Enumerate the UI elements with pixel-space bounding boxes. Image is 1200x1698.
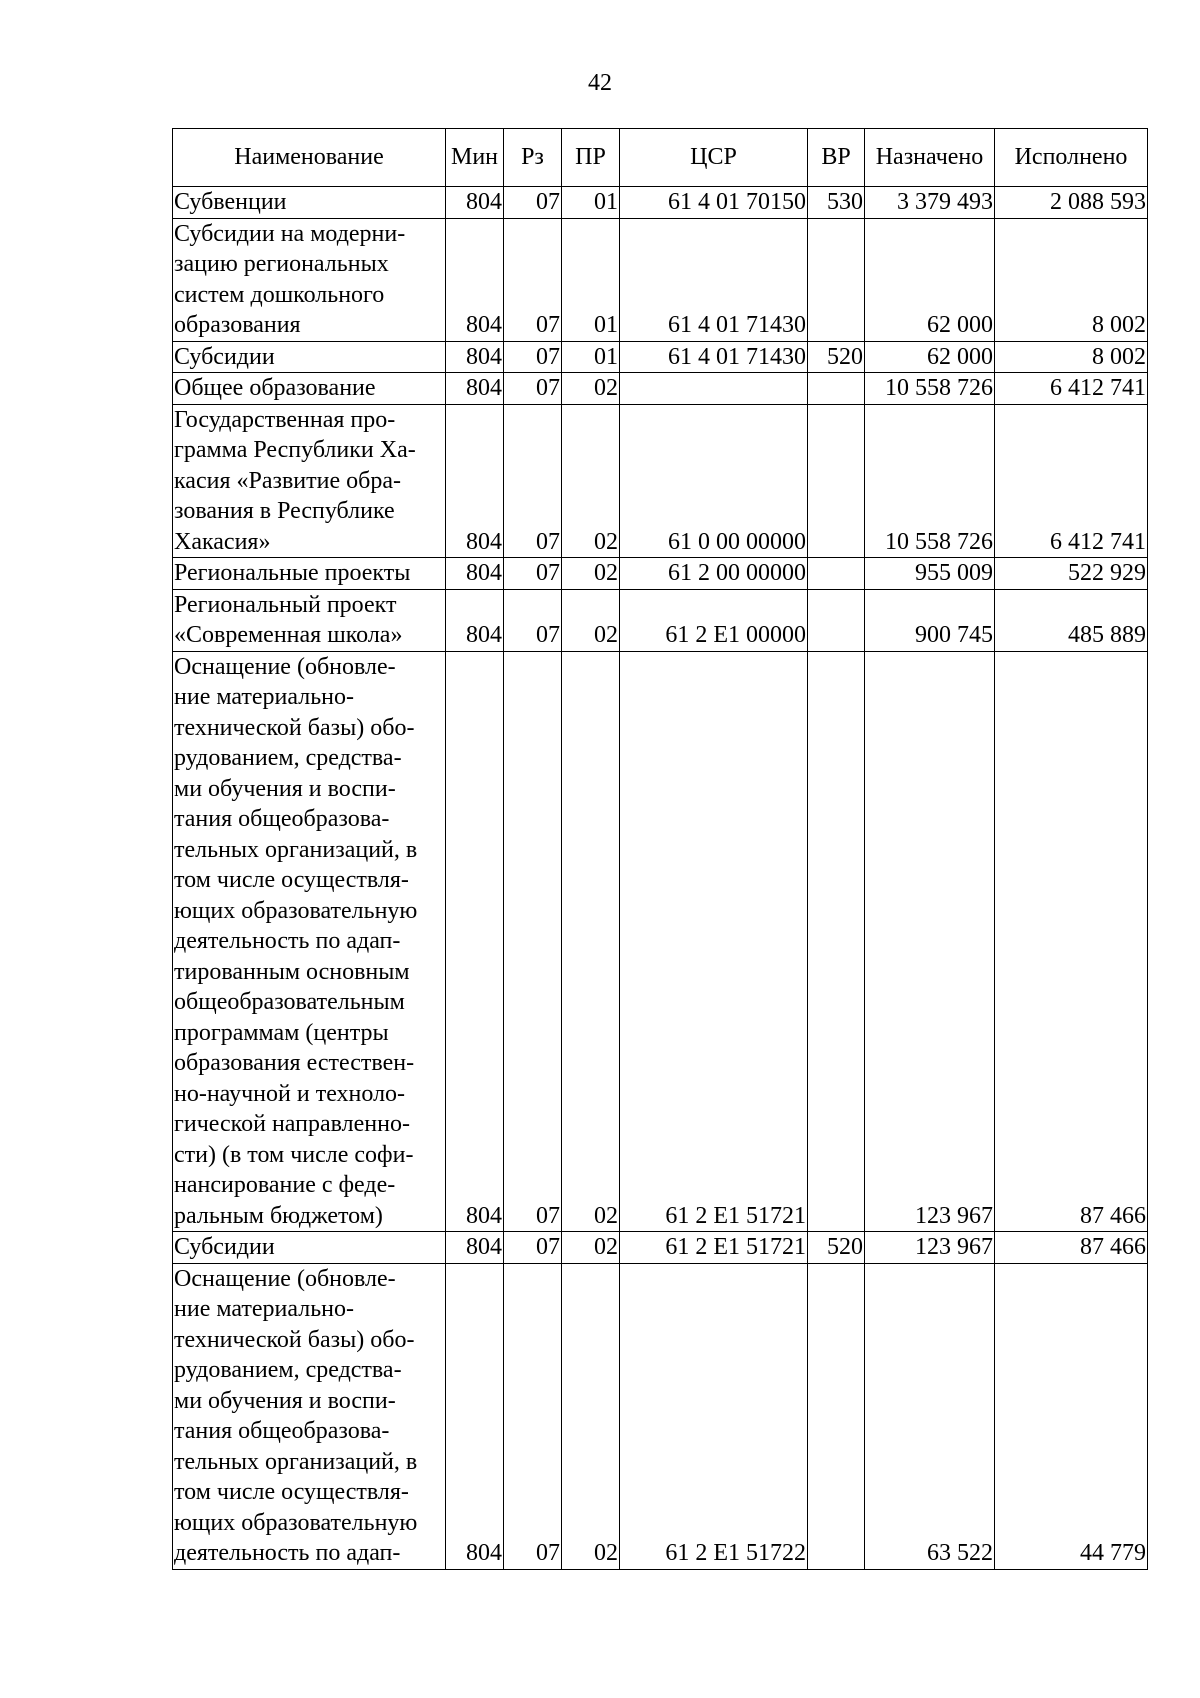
cell-pr: 02	[562, 589, 620, 651]
cell-executed: 8 002	[995, 341, 1148, 373]
page-number: 42	[588, 70, 612, 96]
cell-min: 804	[446, 589, 504, 651]
cell-min: 804	[446, 1232, 504, 1264]
cell-rz: 07	[504, 1232, 562, 1264]
cell-csr: 61 4 01 71430	[620, 218, 808, 341]
cell-rz: 07	[504, 404, 562, 558]
cell-assigned: 63 522	[865, 1263, 995, 1569]
cell-csr: 61 0 00 00000	[620, 404, 808, 558]
cell-executed: 6 412 741	[995, 373, 1148, 405]
cell-name: Региональный проект «Современная школа»	[173, 589, 446, 651]
cell-assigned: 123 967	[865, 651, 995, 1232]
cell-assigned: 900 745	[865, 589, 995, 651]
col-header-rz: Рз	[504, 129, 562, 187]
cell-csr: 61 2 E1 00000	[620, 589, 808, 651]
cell-pr: 02	[562, 1232, 620, 1264]
cell-min: 804	[446, 651, 504, 1232]
table-row	[173, 341, 1148, 373]
cell-executed: 87 466	[995, 1232, 1148, 1264]
cell-assigned: 10 558 726	[865, 373, 995, 405]
cell-vr: 520	[808, 341, 865, 373]
cell-vr	[808, 589, 865, 651]
table-row	[173, 1263, 1148, 1569]
col-header-vr: ВР	[808, 129, 865, 187]
cell-pr: 01	[562, 341, 620, 373]
cell-name: Региональные проекты	[173, 558, 446, 590]
cell-pr: 02	[562, 373, 620, 405]
cell-pr: 02	[562, 558, 620, 590]
cell-vr	[808, 651, 865, 1232]
cell-name: Общее образование	[173, 373, 446, 405]
cell-csr: 61 2 E1 51721	[620, 651, 808, 1232]
cell-name: Государственная про- грамма Республики Ха- касия «Развитие обра- зования в Республике Хакасия»	[173, 404, 446, 558]
cell-min: 804	[446, 218, 504, 341]
table-row	[173, 558, 1148, 590]
cell-executed: 485 889	[995, 589, 1148, 651]
cell-min: 804	[446, 373, 504, 405]
col-header-name: Наименование	[173, 129, 446, 187]
cell-executed: 8 002	[995, 218, 1148, 341]
cell-pr: 02	[562, 1263, 620, 1569]
cell-vr	[808, 404, 865, 558]
cell-csr: 61 2 E1 51722	[620, 1263, 808, 1569]
cell-executed: 87 466	[995, 651, 1148, 1232]
cell-pr: 02	[562, 404, 620, 558]
col-header-executed: Исполнено	[995, 129, 1148, 187]
cell-vr: 530	[808, 187, 865, 219]
col-header-assigned: Назначено	[865, 129, 995, 187]
cell-executed: 6 412 741	[995, 404, 1148, 558]
cell-executed: 522 929	[995, 558, 1148, 590]
cell-csr: 61 4 01 70150	[620, 187, 808, 219]
cell-pr: 01	[562, 187, 620, 219]
cell-name: Оснащение (обновле- ние материально- технической базы) обо- рудованием, средства- ми обучения и воспи- тания общеобразова- тельных организаций, в том числе осуществля- ющих образовательную деятельность по адап- тированным основным общеобразовательным программам (центры образования естествен- но-научной и техноло- гической направленно- сти) (в том числе софи- нансирование с феде- ральным бюджетом)	[173, 651, 446, 1232]
cell-vr	[808, 373, 865, 405]
cell-min: 804	[446, 404, 504, 558]
cell-rz: 07	[504, 373, 562, 405]
cell-min: 804	[446, 558, 504, 590]
cell-csr	[620, 373, 808, 405]
cell-vr	[808, 218, 865, 341]
table-row	[173, 187, 1148, 219]
cell-min: 804	[446, 1263, 504, 1569]
table-row	[173, 218, 1148, 341]
header-row	[173, 129, 1148, 187]
cell-pr: 02	[562, 651, 620, 1232]
cell-rz: 07	[504, 651, 562, 1232]
col-header-pr: ПР	[562, 129, 620, 187]
cell-csr: 61 2 00 00000	[620, 558, 808, 590]
cell-rz: 07	[504, 218, 562, 341]
table-row	[173, 589, 1148, 651]
cell-name: Субсидии	[173, 341, 446, 373]
budget-table	[172, 128, 1148, 1570]
cell-rz: 07	[504, 1263, 562, 1569]
cell-min: 804	[446, 341, 504, 373]
cell-vr: 520	[808, 1232, 865, 1264]
cell-name: Субсидии на модерни- зацию региональных систем дошкольного образования	[173, 218, 446, 341]
table-row	[173, 373, 1148, 405]
cell-rz: 07	[504, 187, 562, 219]
col-header-csr: ЦСР	[620, 129, 808, 187]
cell-name: Оснащение (обновле- ние материально- технической базы) обо- рудованием, средства- ми обучения и воспи- тания общеобразова- тельных организаций, в том числе осуществля- ющих образовательную деятельность по адап-	[173, 1263, 446, 1569]
table-row	[173, 1232, 1148, 1264]
cell-csr: 61 4 01 71430	[620, 341, 808, 373]
cell-assigned: 3 379 493	[865, 187, 995, 219]
cell-vr	[808, 1263, 865, 1569]
cell-vr	[808, 558, 865, 590]
cell-name: Субсидии	[173, 1232, 446, 1264]
cell-rz: 07	[504, 341, 562, 373]
cell-assigned: 123 967	[865, 1232, 995, 1264]
cell-assigned: 955 009	[865, 558, 995, 590]
cell-executed: 44 779	[995, 1263, 1148, 1569]
cell-name: Субвенции	[173, 187, 446, 219]
col-header-min: Мин	[446, 129, 504, 187]
cell-assigned: 62 000	[865, 218, 995, 341]
cell-rz: 07	[504, 589, 562, 651]
cell-csr: 61 2 E1 51721	[620, 1232, 808, 1264]
cell-executed: 2 088 593	[995, 187, 1148, 219]
cell-pr: 01	[562, 218, 620, 341]
cell-min: 804	[446, 187, 504, 219]
cell-assigned: 10 558 726	[865, 404, 995, 558]
cell-rz: 07	[504, 558, 562, 590]
table-row	[173, 404, 1148, 558]
table-row	[173, 651, 1148, 1232]
cell-assigned: 62 000	[865, 341, 995, 373]
